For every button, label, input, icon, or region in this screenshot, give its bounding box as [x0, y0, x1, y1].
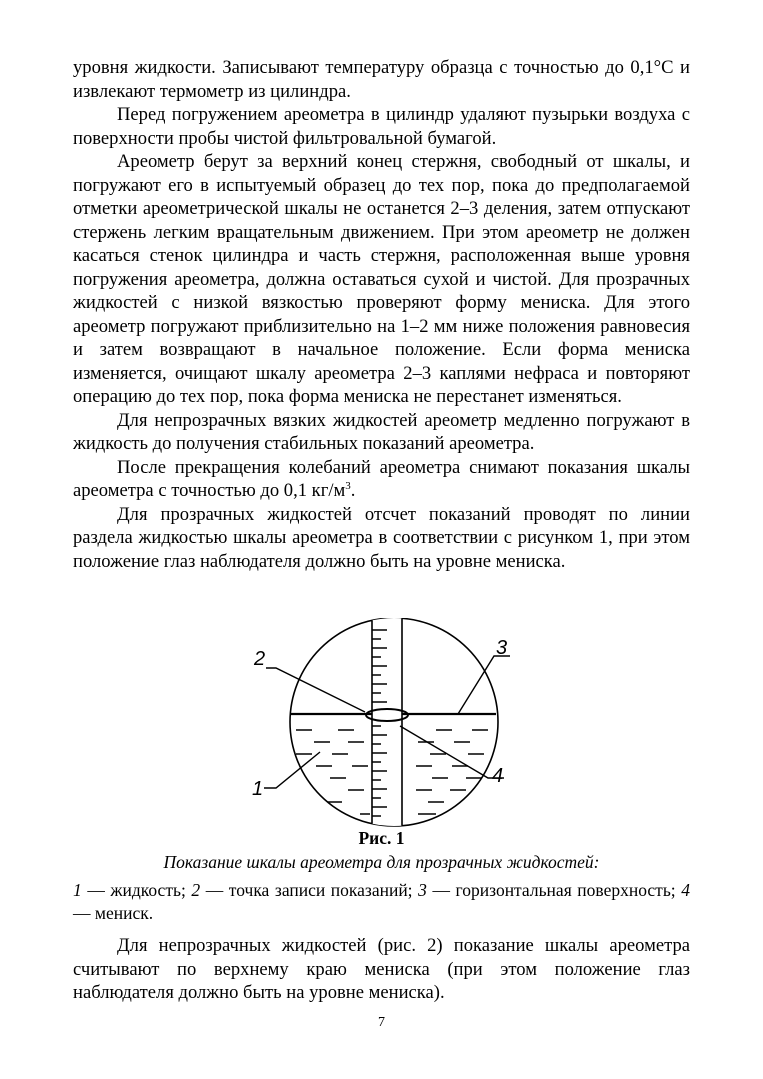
paragraph-5	[73, 456, 690, 503]
hydrometer-svg	[240, 618, 520, 830]
label-2: 2	[254, 648, 266, 670]
cubic-superscript: 3	[345, 480, 351, 492]
legend-num-1: 1	[73, 880, 82, 900]
paragraph-1: уровня жидкости. Записывают температуру образца с точностью до 0,1°С и извлекают термометр из цилиндра.	[73, 57, 690, 102]
page-number: 7	[378, 1015, 385, 1030]
figure-caption: Показание шкалы ареометра для прозрачных жидкостей:	[163, 852, 600, 872]
legend-text-1: — жидкость;	[81, 880, 192, 900]
legend-text-4: — мениск.	[73, 902, 154, 923]
figure-legend	[73, 879, 690, 924]
legend-num-3: 3	[418, 880, 427, 900]
label-3: 3	[496, 637, 508, 659]
label-4: 4	[492, 765, 504, 787]
body-text	[73, 56, 690, 573]
paragraph-3: Ареометр берут за верхний конец стержня, свободный от шкалы, и погружают его в испытуемый образец до тех пор, пока до предполагаемой отметки ареометрической шкалы не останется 2–3 деления, затем отпускают стержень легким вращательным движением. При этом ареометр не должен касаться стенок цилиндра и часть стержня, расположенная выше уровня погружения ареометра, должна оставаться сухой и чистой. Для прозрачных жидкостей с низкой вязкостью проверяют форму мениска. Для этого ареометр погружают приблизительно на 1–2 мм ниже положения равновесия и затем возвращают в начальное положение. Если форма мениска изменяется, очищают шкалу ареометра 2–3 каплями нефраса и повторяют операцию до тех пор, пока форма мениска не перестанет изменяться.	[73, 151, 690, 407]
legend-num-4: 4	[681, 880, 690, 900]
paragraph-5-text: После прекращения колебаний ареометра снимают показания шкалы ареометра с точностью до 0,1 кг/м	[73, 456, 690, 501]
figure-1-hydrometer-diagram	[240, 618, 520, 830]
legend-num-2: 2	[191, 880, 201, 900]
paragraph-4: Для непрозрачных вязких жидкостей ареометр медленно погружают в жидкость до получения стабильных показаний ареометра.	[73, 409, 690, 454]
legend-text-2: — точка записи показаний;	[200, 880, 419, 900]
final-paragraph: Для непрозрачных жидкостей (рис. 2) показание шкалы ареометра считывают по верхнему краю мениска (при этом положение глаз наблюдателя должно быть на уровне мениска).	[73, 935, 690, 1003]
final-paragraph-block	[73, 934, 690, 1005]
paragraph-6: Для прозрачных жидкостей отсчет показаний проводят по линии раздела жидкостью шкалы ареометра в соответствии с рисунком 1, при этом положение глаз наблюдателя должно быть на уровне мениска.	[73, 503, 690, 572]
paragraph-2: Перед погружением ареометра в цилиндр удаляют пузырьки воздуха с поверхности пробы чистой фильтровальной бумагой.	[73, 104, 690, 149]
label-1: 1	[252, 778, 264, 800]
legend-text-3: — горизонтальная поверхность;	[426, 880, 682, 900]
paragraph-5-end: .	[350, 480, 356, 501]
figure-title: Рис. 1	[358, 828, 405, 848]
